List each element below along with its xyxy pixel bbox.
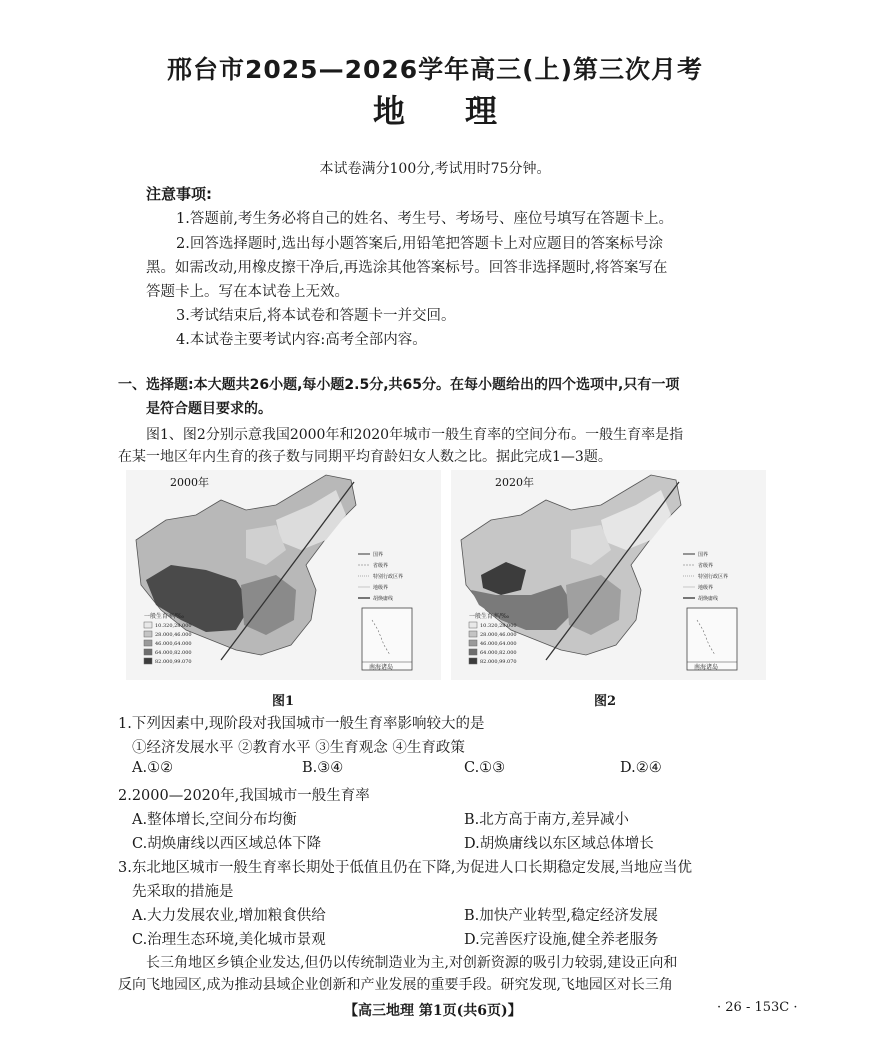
option-c: C.①③ — [464, 760, 506, 776]
question-2-stem: 2.2000—2020年,我国城市一般生育率 — [118, 788, 370, 804]
option-d: D.完善医疗设施,健全养老服务 — [464, 932, 659, 948]
option-a: A.整体增长,空间分布均衡 — [132, 812, 297, 828]
legend-item: 28.000,46.000 — [155, 632, 192, 638]
china-map-2020 — [451, 470, 766, 680]
notice-heading: 注意事项: — [146, 185, 212, 203]
svg-text:特别行政区界: 特别行政区界 — [373, 574, 404, 580]
option-c: C.胡焕庸线以西区域总体下降 — [132, 836, 322, 852]
svg-text:地级界: 地级界 — [698, 585, 714, 591]
question-1-items: ①经济发展水平 ②教育水平 ③生育观念 ④生育政策 — [132, 740, 465, 756]
svg-text:特别行政区界: 特别行政区界 — [698, 574, 729, 580]
map-year-label: 2000年 — [170, 476, 209, 489]
south-china-sea-inset — [362, 608, 412, 671]
map-2020 — [451, 470, 766, 680]
notice-item: 黑。如需改动,用橡皮擦干净后,再选涂其他答案标号。回答非选择题时,将答案写在 — [146, 260, 668, 276]
svg-text:28.000,46.000: 28.000,46.000 — [480, 632, 517, 638]
option-b: B.③④ — [302, 760, 344, 776]
svg-text:国界: 国界 — [698, 552, 709, 558]
option-b: B.加快产业转型,稳定经济发展 — [464, 908, 658, 924]
option-a: A.大力发展农业,增加粮食供给 — [132, 908, 326, 924]
passage-text: 图1、图2分别示意我国2000年和2020年城市一般生育率的空间分布。一般生育率是指 — [146, 427, 684, 443]
exam-title: 邢台市2025—2026学年高三(上)第三次月考 — [166, 55, 703, 84]
section-heading: 一、选择题:本大题共26小题,每小题2.5分,共65分。在每小题给出的四个选项中,只有一项 — [118, 377, 680, 393]
map-figures — [126, 470, 770, 680]
svg-text:64.000,82.000: 64.000,82.000 — [480, 650, 517, 656]
notice-item: 1.答题前,考生务必将自己的姓名、考生号、考场号、座位号填写在答题卡上。 — [176, 211, 673, 227]
footer-code: · 26 - 153C · — [717, 1000, 798, 1015]
boundary-legend — [358, 551, 403, 602]
passage-text: 反向飞地园区,成为推动县域企业创新和产业发展的重要手段。研究发现,飞地园区对长三角 — [118, 977, 673, 993]
figure-caption-1: 图1 — [272, 694, 295, 709]
legend-item: 10.320,28.000 — [155, 623, 192, 629]
svg-text:国界: 国界 — [373, 552, 384, 558]
svg-text:胡焕庸线: 胡焕庸线 — [698, 596, 719, 602]
footer-page-info: 【高三地理 第1页(共6页)】 — [344, 1003, 522, 1019]
svg-text:46.000,64.000: 46.000,64.000 — [480, 641, 517, 647]
svg-text:南海诸岛: 南海诸岛 — [694, 664, 719, 671]
svg-text:省级界: 省级界 — [373, 563, 389, 569]
map-2000 — [126, 470, 441, 680]
map-year-label: 2020年 — [495, 476, 534, 489]
notice-item: 答题卡上。写在本试卷上无效。 — [146, 284, 349, 300]
svg-text:南海诸岛: 南海诸岛 — [369, 664, 394, 671]
option-c: C.治理生态环境,美化城市景观 — [132, 932, 326, 948]
legend-item: 64.000,82.000 — [155, 650, 192, 656]
notice-item: 3.考试结束后,将本试卷和答题卡一并交回。 — [176, 308, 456, 324]
question-3-stem: 3.东北地区城市一般生育率长期处于低值且仍在下降,为促进人口长期稳定发展,当地应当优 — [118, 860, 693, 876]
legend-title: 一般生育率/‰ — [144, 613, 185, 620]
china-map-2000 — [126, 470, 441, 680]
option-b: B.北方高于南方,差异减小 — [464, 812, 629, 828]
notice-item: 4.本试卷主要考试内容:高考全部内容。 — [176, 332, 427, 348]
exam-intro: 本试卷满分100分,考试用时75分钟。 — [319, 161, 551, 177]
passage-text: 在某一地区年内生育的孩子数与同期平均育龄妇女人数之比。据此完成1—3题。 — [118, 449, 612, 465]
option-d: D.胡焕庸线以东区域总体增长 — [464, 836, 654, 852]
svg-text:一般生育率/‰: 一般生育率/‰ — [469, 613, 510, 620]
subject-title: 地理 — [372, 92, 557, 130]
legend-item: 82.000,99.070 — [155, 659, 192, 665]
notice-item: 2.回答选择题时,选出每小题答案后,用铅笔把答题卡上对应题目的答案标号涂 — [176, 236, 664, 252]
question-3-stem-cont: 先采取的措施是 — [132, 884, 234, 900]
option-d: D.②④ — [620, 760, 662, 776]
option-a: A.①② — [132, 760, 174, 776]
svg-text:省级界: 省级界 — [698, 563, 714, 569]
svg-text:地级界: 地级界 — [373, 585, 389, 591]
svg-text:胡焕庸线: 胡焕庸线 — [373, 596, 394, 602]
svg-text:10.320,28.000: 10.320,28.000 — [480, 623, 517, 629]
south-china-sea-inset — [687, 608, 737, 671]
section-heading-cont: 是符合题目要求的。 — [146, 401, 272, 417]
passage-text: 长三角地区乡镇企业发达,但仍以传统制造业为主,对创新资源的吸引力较弱,建设正向和 — [146, 955, 678, 971]
legend-item: 46.000,64.000 — [155, 641, 192, 647]
figure-caption-2: 图2 — [594, 694, 617, 709]
question-1-stem: 1.下列因素中,现阶段对我国城市一般生育率影响较大的是 — [118, 716, 485, 732]
svg-text:82.000,99.070: 82.000,99.070 — [480, 659, 517, 665]
boundary-legend — [683, 551, 728, 602]
